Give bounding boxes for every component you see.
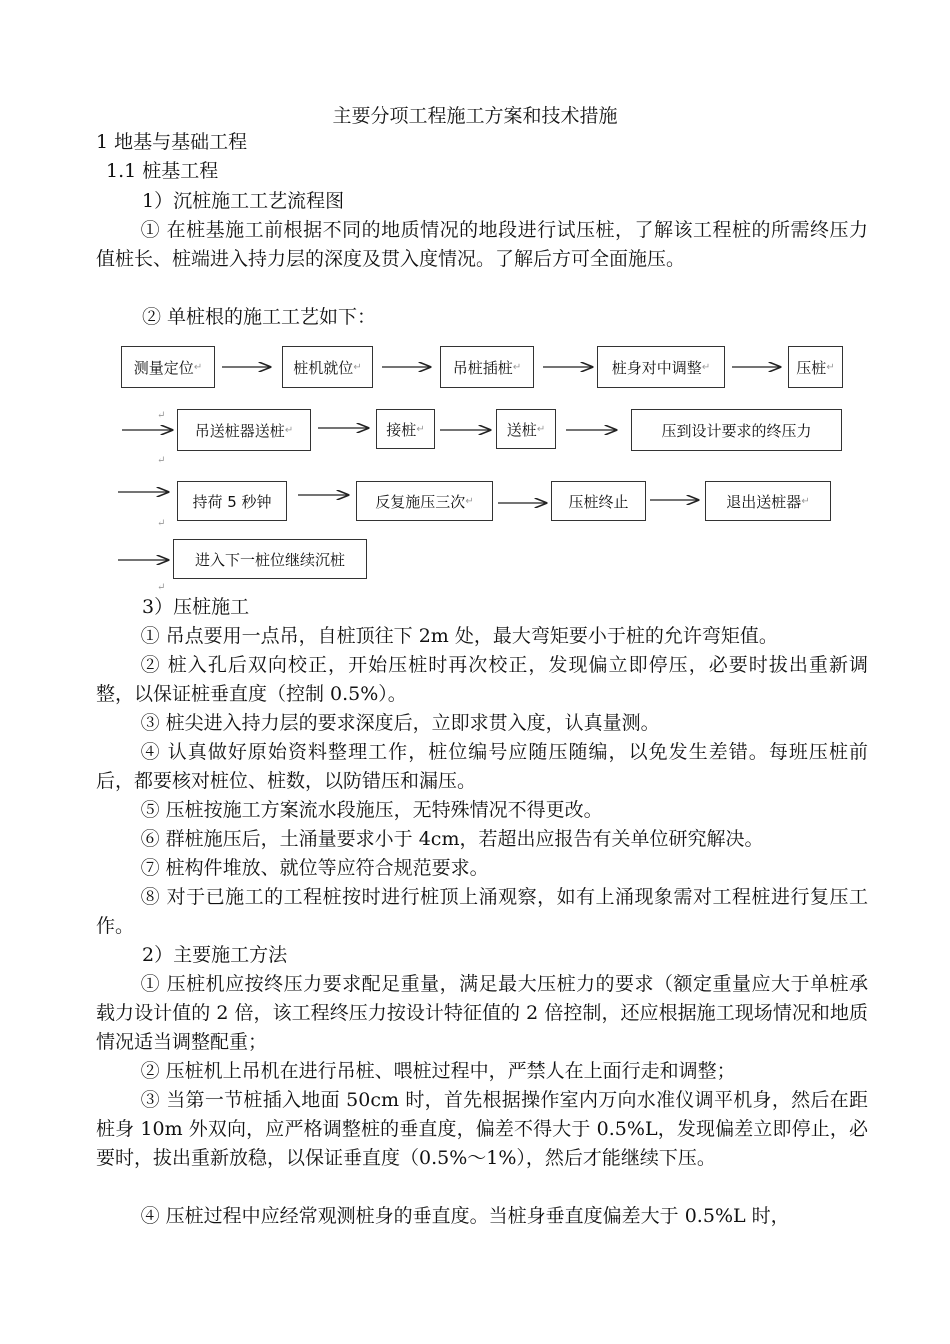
flow-box-label: 吊送桩器送桩 — [194, 421, 285, 440]
flow-box-press — [788, 346, 843, 388]
method-item-3: ③ 当第一节桩插入地面 50cm 时，首先根据操作室内万向水准仪调平机身，然后在距桩身 10m 外双向，应严格调整桩的垂直度，偏差不得大于 0.5%L，发现偏差立即停止，必要时，拔出重新放稳，以保证垂直度（0.5%～1%），然后才能继续下压。 — [96, 1089, 868, 1169]
flow-box-mark: ↵ — [512, 361, 522, 373]
paragraph-trial-pile: ① 在桩基施工前根据不同的地质情况的地段进行试压桩，了解该工程桩的所需终压力值桩长、桩端进入持力层的深度及贯入度情况。了解后方可全面施压。 — [96, 219, 868, 270]
flow-box-label: 接桩 — [386, 420, 417, 439]
pressing-item-2: ② 桩入孔后双向校正，开始压桩时再次校正，发现偏立即停压，必要时拔出重新调整，以保证桩垂直度（控制 0.5%）。 — [96, 654, 868, 705]
flow-row-mark: ↵ — [157, 518, 166, 529]
flow-row-mark: ↵ — [157, 455, 166, 466]
flow-row-mark: ↵ — [157, 582, 166, 593]
flow-box-lifting — [440, 346, 534, 388]
flow-box-mark: ↵ — [536, 423, 546, 435]
flow-box-label: 吊桩插桩 — [452, 358, 513, 377]
pressing-item-5: ⑤ 压桩按施工方案流水段施压，无特殊情况不得更改。 — [140, 799, 603, 821]
flow-box-label: 持荷 5 秒钟 — [192, 492, 272, 511]
flow-box-stop — [551, 481, 646, 521]
flow-row-mark: ↵ — [157, 410, 166, 421]
flow-box-mark: ↵ — [193, 361, 203, 373]
method-item-4: ④ 压桩过程中应经常观测桩身的垂直度。当桩身垂直度偏差大于 0.5%L 时， — [140, 1205, 790, 1227]
flow-box-label: 压桩终止 — [568, 492, 629, 511]
flow-box-splice — [376, 409, 435, 449]
pressing-item-3: ③ 桩尖进入持力层的要求深度后，立即求贯入度，认真量测。 — [140, 712, 660, 734]
section-heading-1: 1 地基与基础工程 — [96, 131, 248, 153]
flow-box-label: 测量定位 — [133, 358, 194, 377]
flow-box-mark: ↵ — [701, 361, 711, 373]
flow-box-next — [173, 539, 367, 579]
flow-box-label: 桩机就位 — [293, 358, 354, 377]
pressing-item-1: ① 吊点要用一点吊，自桩顶往下 2m 处，最大弯矩要小于桩的允许弯矩值。 — [140, 625, 778, 647]
pressing-item-7: ⑦ 桩构件堆放、就位等应符合规范要求。 — [140, 857, 489, 879]
flow-box-alignment — [597, 346, 725, 388]
paragraph-process-intro: ② 单桩根的施工工艺如下： — [142, 306, 377, 328]
subsection-heading-methods: 2）主要施工方法 — [142, 944, 288, 966]
subsection-heading-flow: 1）沉桩施工工艺流程图 — [142, 190, 345, 212]
pressing-item-4: ④ 认真做好原始资料整理工作，桩位编号应随压随编，以免发生差错。每班压桩前后，都要核对桩位、桩数，以防错压和漏压。 — [96, 741, 868, 792]
flow-box-mark: ↵ — [284, 424, 294, 436]
method-item-1: ① 压桩机应按终压力要求配足重量，满足最大压桩力的要求（额定重量应大于单桩承载力设计值的 2 倍，该工程终压力按设计特征值的 2 倍控制，还应根据施工现场情况和地质情况适当调整配重； — [96, 973, 868, 1053]
flow-box-mark: ↵ — [801, 495, 810, 507]
section-heading-1-1: 1.1 桩基工程 — [106, 160, 219, 182]
flow-box-exit — [705, 481, 831, 521]
flow-box-label: 进入下一桩位继续沉桩 — [194, 550, 345, 569]
flow-box-mark: ↵ — [353, 361, 362, 373]
flow-box-label: 压到设计要求的终压力 — [661, 421, 812, 440]
document-title: 主要分项工程施工方案和技术措施 — [332, 105, 618, 127]
flow-box-mark: ↵ — [465, 495, 474, 507]
subsection-heading-pressing: 3）压桩施工 — [142, 596, 250, 618]
flow-box-label: 桩身对中调整 — [611, 358, 702, 377]
flow-box-hold — [177, 481, 287, 521]
flow-box-final-pressure — [631, 409, 842, 451]
flow-box-drive — [496, 409, 556, 449]
flow-box-label: 退出送桩器 — [726, 492, 802, 511]
flow-box-label: 压桩 — [796, 358, 827, 377]
pressing-item-8: ⑧ 对于已施工的工程桩按时进行桩顶上涌观察，如有上涌现象需对工程桩进行复压工作。 — [96, 886, 868, 937]
flow-box-repeat — [356, 481, 493, 521]
pressing-item-6: ⑥ 群桩施压后，土涌量要求小于 4cm，若超出应报告有关单位研究解决。 — [140, 828, 764, 850]
flow-box-survey — [121, 346, 215, 388]
method-item-2: ② 压桩机上吊机在进行吊桩、喂桩过程中，严禁人在上面行走和调整； — [140, 1060, 736, 1082]
flow-box-label: 反复施压三次 — [375, 492, 466, 511]
flow-box-mark: ↵ — [416, 423, 425, 435]
flow-box-mark: ↵ — [826, 361, 835, 373]
flow-box-label: 送桩 — [506, 420, 537, 439]
flow-box-follower — [177, 409, 311, 451]
flow-box-positioning — [282, 346, 373, 388]
